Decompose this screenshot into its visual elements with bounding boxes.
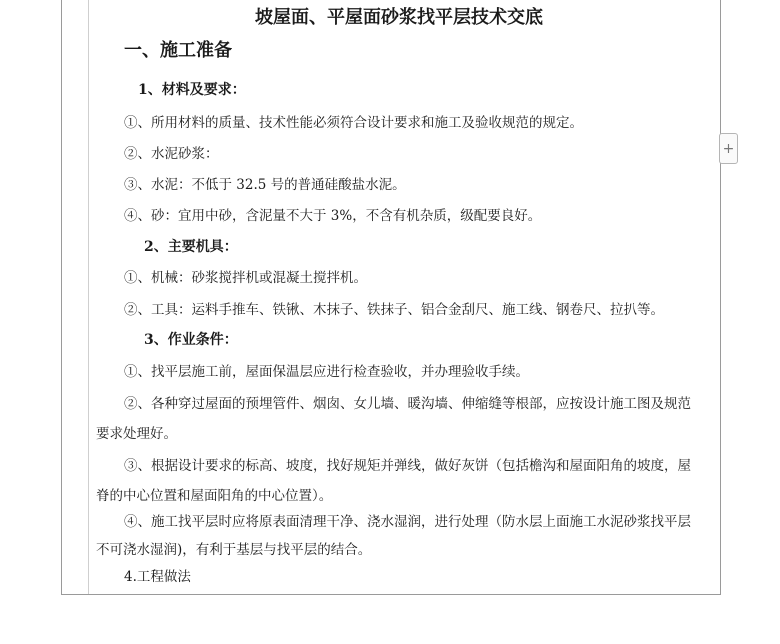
paragraph-tools-1: ①、机械：砂浆搅拌机或混凝土搅拌机。: [124, 270, 367, 286]
paragraph-conditions-3a: ③、根据设计要求的标高、坡度，找好规矩并弹线，做好灰饼（包括檐沟和屋面阳角的坡度，屋: [124, 458, 691, 474]
paragraph-conditions-4b: 不可浇水湿润)，有利于基层与找平层的结合。: [96, 542, 372, 558]
paragraph-conditions-2b: 要求处理好。: [96, 426, 177, 442]
doc-title: 坡屋面、平屋面砂浆找平层技术交底: [255, 7, 543, 28]
add-button[interactable]: [719, 133, 738, 164]
subheading-materials: 1、材料及要求：: [138, 82, 246, 98]
subheading-tools: 2、主要机具：: [144, 239, 238, 255]
margin-guide: [88, 0, 89, 594]
section-heading-1: 一、施工准备: [124, 40, 232, 61]
paragraph-materials-4: ④、砂：宜用中砂，含泥量不大于 3%，不含有机杂质，级配要良好。: [124, 208, 542, 224]
paragraph-conditions-4a: ④、施工找平层时应将原表面清理干净、浇水湿润，进行处理（防水层上面施工水泥砂浆找平层: [124, 514, 691, 530]
plus-icon: +: [722, 140, 735, 157]
paragraph-materials-1: ①、所用材料的质量、技术性能必须符合设计要求和施工及验收规范的规定。: [124, 115, 583, 131]
paragraph-conditions-1: ①、找平层施工前，屋面保温层应进行检查验收，并办理验收手续。: [124, 364, 529, 380]
paragraph-materials-2: ②、水泥砂浆：: [124, 146, 219, 162]
paragraph-tools-2: ②、工具：运料手推车、铁锹、木抹子、铁抹子、铝合金刮尺、施工线、钢卷尺、拉扒等。: [124, 302, 664, 318]
paragraph-conditions-2a: ②、各种穿过屋面的预埋管件、烟囱、女儿墙、暖沟墙、伸缩缝等根部，应按设计施工图及规范: [124, 396, 691, 412]
paragraph-materials-3: ③、水泥：不低于 32.5 号的普通硅酸盐水泥。: [124, 177, 406, 193]
subheading-procedure: 4.工程做法: [124, 569, 191, 585]
paragraph-conditions-3b: 脊的中心位置和屋面阳角的中心位置）。: [96, 488, 333, 504]
subheading-conditions: 3、作业条件：: [144, 332, 238, 348]
